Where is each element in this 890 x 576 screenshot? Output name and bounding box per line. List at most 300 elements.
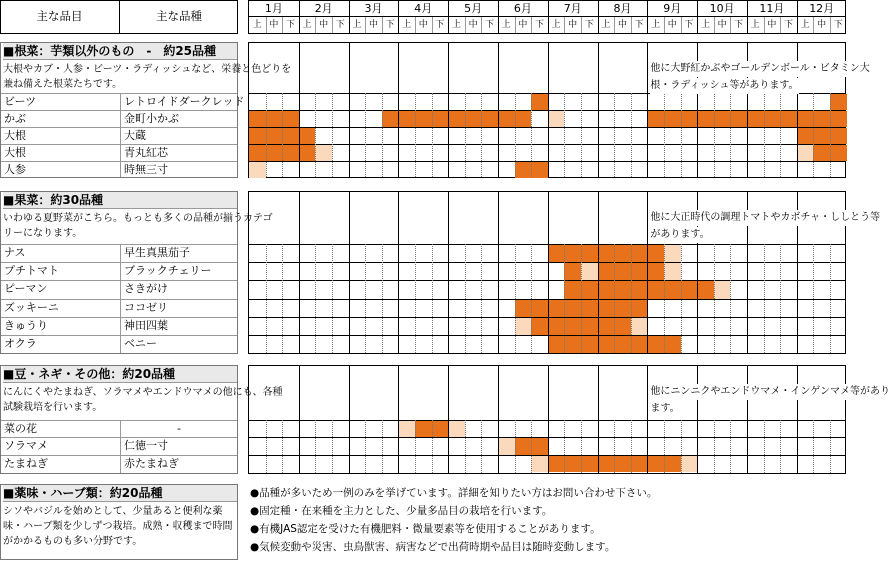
harvest-cell: [581, 245, 598, 262]
subperiod-divider: [830, 17, 831, 33]
subperiod-label: 中: [468, 20, 478, 30]
subperiod-divider: [564, 17, 565, 33]
harvest-cell: [598, 263, 615, 280]
variety-name: ベニー: [124, 337, 157, 350]
harvest-cell: [581, 456, 598, 472]
harvest-cell: [282, 145, 299, 161]
grid-month-line: [598, 192, 599, 353]
month-label: 10月: [709, 2, 735, 15]
grid-month-line: [498, 366, 499, 473]
harvest-cell: [581, 263, 598, 280]
section-note-line: 他に大正時代の調理トマトやカボチャ・ししとう等: [650, 210, 880, 226]
grid-subperiod-line: [282, 93, 283, 177]
subperiod-label: 中: [667, 20, 677, 30]
harvest-cell: [548, 111, 565, 127]
section-heading: ■薬味・ハーブ類：約20品種: [3, 485, 237, 502]
footnote-line: ●品種が多いため一例のみを挙げています。詳細を知りたい方はお問い合わせ下さい。: [250, 487, 658, 499]
harvest-cell: [813, 128, 830, 144]
subperiod-label: 上: [651, 20, 661, 30]
harvest-cell: [531, 94, 548, 110]
subperiod-divider: [531, 17, 532, 33]
subperiod-label: 中: [269, 20, 279, 30]
harvest-cell: [647, 456, 664, 472]
harvest-cell: [631, 245, 648, 262]
harvest-cell: [515, 300, 532, 317]
item-name: オクラ: [4, 337, 37, 350]
grid-subperiod-line: [780, 93, 781, 177]
variety-name: 大蔵: [124, 129, 146, 142]
grid-subperiod-line: [531, 244, 532, 353]
subperiod-label: 下: [833, 20, 843, 30]
harvest-cell: [581, 281, 598, 298]
calendar-header: [248, 0, 846, 34]
harvest-cell: [249, 111, 266, 127]
harvest-cell: [631, 318, 648, 335]
harvest-cell: [664, 336, 681, 353]
grid-subperiod-line: [730, 420, 731, 473]
harvest-cell: [564, 456, 581, 472]
section-description-line: 大根やカブ・人参・ビーツ・ラディッシュなど、栄養と色どりを: [3, 64, 292, 75]
subperiod-label: 上: [302, 20, 312, 30]
variety-name: 青丸紅芯: [124, 146, 168, 159]
grid-month-line: [697, 366, 698, 473]
subperiod-label: 上: [402, 20, 412, 30]
harvest-cell: [531, 438, 548, 454]
harvest-cell: [432, 421, 449, 437]
harvest-cell: [531, 318, 548, 335]
grid-subperiod-line: [631, 93, 632, 177]
variety-name: 仁徳一寸: [124, 439, 168, 453]
section-description-line: 試験栽培を行います。: [3, 402, 103, 413]
variety-name: -: [177, 422, 181, 435]
harvest-cell: [598, 245, 615, 262]
subperiod-divider: [266, 17, 267, 33]
harvest-cell: [797, 111, 814, 127]
harvest-cell: [614, 281, 631, 298]
harvest-cell: [581, 318, 598, 335]
harvest-cell: [631, 263, 648, 280]
harvest-cell: [598, 318, 615, 335]
harvest-cell: [614, 245, 631, 262]
harvest-cell: [647, 281, 664, 298]
grid-subperiod-line: [764, 93, 765, 177]
harvest-cell: [764, 111, 781, 127]
subperiod-label: 上: [800, 20, 810, 30]
section-3-calendar: [248, 365, 890, 474]
harvest-cell: [730, 111, 747, 127]
harvest-cell: [631, 456, 648, 472]
grid-subperiod-line: [465, 420, 466, 473]
harvest-cell: [614, 300, 631, 317]
subperiod-label: 下: [485, 20, 495, 30]
subperiod-label: 下: [534, 20, 544, 30]
grid-subperiod-line: [581, 420, 582, 473]
harvest-cell: [647, 245, 664, 262]
variety-name: 時無三寸: [124, 163, 168, 176]
variety-name: 早生真黒茄子: [124, 246, 190, 259]
grid-month-line: [797, 366, 798, 473]
grid-subperiod-line: [813, 93, 814, 177]
grid-subperiod-line: [581, 93, 582, 177]
grid-subperiod-line: [481, 93, 482, 177]
section-note-line: 根・ラディッシュ等があります。: [650, 78, 798, 94]
section-2-calendar: [248, 191, 881, 354]
grid-subperiod-line: [614, 420, 615, 473]
subperiod-divider: [780, 17, 781, 33]
grid-subperiod-line: [730, 244, 731, 353]
grid-subperiod-line: [315, 244, 316, 353]
harvest-cell: [531, 456, 548, 472]
harvest-cell: [664, 111, 681, 127]
footnote-line: ●気候変動や災害、虫鳥獣害、病害などで出荷時期や品目は随時変動します。: [250, 541, 616, 553]
subperiod-divider: [515, 17, 516, 33]
grid-month-line: [448, 366, 449, 473]
subperiod-label: 上: [352, 20, 362, 30]
grid-month-line: [548, 366, 549, 473]
harvest-cell: [714, 281, 731, 298]
harvest-cell: [747, 111, 764, 127]
harvest-cell: [564, 318, 581, 335]
harvest-cell: [830, 145, 847, 161]
grid-subperiod-line: [830, 420, 831, 473]
grid-month-line: [299, 192, 300, 353]
harvest-cell: [598, 300, 615, 317]
variety-name: 金町小かぶ: [124, 112, 179, 125]
subperiod-label: 下: [385, 20, 395, 30]
month-label: 11月: [759, 2, 785, 15]
grid-subperiod-line: [714, 244, 715, 353]
harvest-cell: [647, 263, 664, 280]
subperiod-label: 下: [435, 20, 445, 30]
subperiod-label: 中: [368, 20, 378, 30]
grid-subperiod-line: [315, 93, 316, 177]
harvest-cell: [797, 128, 814, 144]
header-item-label: 主な品目: [36, 9, 83, 23]
harvest-cell: [548, 245, 565, 262]
subperiod-label: 上: [551, 20, 561, 30]
grid-subperiod-line: [780, 420, 781, 473]
grid-subperiod-line: [681, 244, 682, 353]
grid-subperiod-line: [332, 420, 333, 473]
harvest-cell: [631, 300, 648, 317]
subperiod-label: 上: [601, 20, 611, 30]
item-name: 大根: [4, 146, 26, 159]
subperiod-divider: [681, 17, 682, 33]
grid-month-line: [349, 43, 350, 177]
subperiod-label: 下: [734, 20, 744, 30]
grid-month-line: [448, 43, 449, 177]
grid-month-line: [548, 43, 549, 177]
subperiod-label: 中: [568, 20, 578, 30]
harvest-cell: [531, 162, 548, 178]
item-name: ズッキーニ: [4, 300, 59, 314]
grid-subperiod-line: [282, 244, 283, 353]
grid-month-line: [548, 192, 549, 353]
month-label: 9月: [663, 2, 682, 15]
harvest-cell: [813, 111, 830, 127]
harvest-cell: [448, 421, 465, 437]
subperiod-label: 上: [252, 20, 262, 30]
grid-month-line: [398, 366, 399, 473]
grid-month-line: [349, 366, 350, 473]
harvest-cell: [266, 111, 283, 127]
grid-month-line: [647, 366, 648, 473]
section-description-line: リーになります。: [3, 228, 83, 239]
month-label: 4月: [414, 2, 433, 15]
grid-subperiod-line: [714, 420, 715, 473]
subperiod-label: 中: [418, 20, 428, 30]
subperiod-divider: [730, 17, 731, 33]
section-note-line: 他に大野紅かぶやゴールデンボール・ビタミン大: [650, 61, 869, 77]
harvest-cell: [797, 145, 814, 161]
harvest-cell: [681, 111, 698, 127]
grid-subperiod-line: [730, 93, 731, 177]
grid-subperiod-line: [515, 93, 516, 177]
harvest-cell: [647, 336, 664, 353]
harvest-cell: [481, 111, 498, 127]
grid-subperiod-line: [481, 244, 482, 353]
harvest-cell: [664, 245, 681, 262]
subperiod-label: 中: [319, 20, 329, 30]
harvest-cell: [598, 281, 615, 298]
subperiod-divider: [664, 17, 665, 33]
grid-subperiod-line: [332, 93, 333, 177]
subperiod-divider: [332, 17, 333, 33]
header-row-divider: [249, 16, 845, 17]
section-heading: ■果菜：約30品種: [3, 192, 237, 209]
grid-month-line: [299, 43, 300, 177]
grid-month-line: [747, 366, 748, 473]
grid-subperiod-line: [664, 420, 665, 473]
harvest-cell: [647, 111, 664, 127]
harvest-cell: [581, 336, 598, 353]
grid-subperiod-line: [282, 420, 283, 473]
section-2-info: [0, 191, 273, 354]
subperiod-label: 下: [684, 20, 694, 30]
grid-month-line: [398, 192, 399, 353]
section-note-line: 他にニンニクやエンドウマメ・インゲンマメ等があり: [650, 384, 890, 400]
harvest-cell: [631, 336, 648, 353]
item-name: かぶ: [4, 112, 26, 125]
grid-subperiod-line: [415, 244, 416, 353]
harvest-cell: [448, 111, 465, 127]
harvest-cell: [531, 300, 548, 317]
grid-subperiod-line: [332, 244, 333, 353]
grid-month-line: [349, 192, 350, 353]
item-name: ビーツ: [4, 95, 37, 108]
month-label: 12月: [809, 2, 835, 15]
grid-subperiod-line: [415, 420, 416, 473]
item-name: ソラマメ: [4, 439, 48, 453]
grid-subperiod-line: [813, 420, 814, 473]
grid-subperiod-line: [764, 420, 765, 473]
harvest-cell: [564, 245, 581, 262]
subperiod-label: 上: [700, 20, 710, 30]
grid-subperiod-line: [531, 420, 532, 473]
harvest-cell: [465, 111, 482, 127]
subperiod-divider: [315, 17, 316, 33]
grid-subperiod-line: [432, 93, 433, 177]
harvest-cell: [614, 336, 631, 353]
subperiod-divider: [382, 17, 383, 33]
harvest-cell: [564, 263, 581, 280]
harvest-cell: [415, 421, 432, 437]
grid-month-line: [647, 43, 648, 177]
harvest-cell: [714, 111, 731, 127]
grid-month-line: [498, 192, 499, 353]
grid-subperiod-line: [382, 93, 383, 177]
grid-month-line: [498, 43, 499, 177]
harvest-cell: [598, 336, 615, 353]
grid-subperiod-line: [432, 244, 433, 353]
item-name: たまねぎ: [4, 456, 48, 470]
item-name: 人参: [4, 163, 26, 176]
grid-subperiod-line: [830, 244, 831, 353]
subperiod-divider: [614, 17, 615, 33]
variety-name: 神田四葉: [124, 318, 168, 332]
grid-subperiod-line: [681, 420, 682, 473]
subperiod-label: 上: [501, 20, 511, 30]
month-label: 7月: [563, 2, 582, 15]
variety-name: ココゼリ: [124, 300, 168, 314]
grid-subperiod-line: [830, 93, 831, 177]
grid-subperiod-line: [465, 93, 466, 177]
harvest-cell: [249, 162, 266, 178]
subperiod-label: 中: [518, 20, 528, 30]
item-name: ナス: [4, 246, 26, 259]
subperiod-label: 中: [617, 20, 627, 30]
month-label: 5月: [464, 2, 483, 15]
grid-subperiod-line: [664, 244, 665, 353]
harvest-cell: [581, 300, 598, 317]
grid-subperiod-line: [382, 420, 383, 473]
subperiod-divider: [631, 17, 632, 33]
harvest-cell: [382, 111, 399, 127]
section-description-line: 兼ね備えた根菜たちです。: [3, 79, 123, 90]
harvest-cell: [315, 145, 332, 161]
harvest-cell: [664, 456, 681, 472]
grid-subperiod-line: [365, 420, 366, 473]
grid-subperiod-line: [266, 244, 267, 353]
header-variety-label: 主な品種: [156, 9, 202, 23]
subperiod-label: 下: [335, 20, 345, 30]
harvest-cell: [830, 128, 847, 144]
item-name: 大根: [4, 129, 26, 142]
subperiod-label: 下: [783, 20, 793, 30]
grid-subperiod-line: [465, 244, 466, 353]
section-note-line: があります。: [650, 227, 709, 243]
harvest-cell: [614, 263, 631, 280]
harvest-cell: [515, 162, 532, 178]
harvest-cell: [398, 421, 415, 437]
section-3-info: [0, 365, 283, 474]
section-description-line: いわゆる夏野菜がこちら。もっとも多くの品種が揃うカテゴ: [3, 213, 273, 224]
harvest-cell: [299, 128, 316, 144]
subperiod-label: 下: [634, 20, 644, 30]
section-heading: ■根菜：芋類以外のもの - 約25品種: [3, 43, 237, 60]
subperiod-divider: [465, 17, 466, 33]
harvest-cell: [249, 128, 266, 144]
section-1-calendar: [248, 42, 870, 178]
section-4-info: [0, 484, 238, 560]
item-name: 菜の花: [4, 422, 37, 435]
harvest-cell: [282, 111, 299, 127]
grid-subperiod-line: [664, 93, 665, 177]
harvest-cell: [664, 263, 681, 280]
grid-subperiod-line: [564, 93, 565, 177]
grid-subperiod-line: [315, 420, 316, 473]
month-label: 1月: [264, 2, 283, 15]
section-1-info: [0, 42, 292, 178]
grid-subperiod-line: [813, 244, 814, 353]
item-name: プチトマト: [4, 264, 59, 278]
item-name: きゅうり: [4, 318, 48, 332]
harvest-cell: [598, 456, 615, 472]
month-label: 2月: [314, 2, 333, 15]
subperiod-divider: [764, 17, 765, 33]
month-label: 3月: [364, 2, 383, 15]
grid-subperiod-line: [681, 93, 682, 177]
grid-subperiod-line: [531, 93, 532, 177]
section-description-line: がかかるものも多い分野です。: [3, 536, 143, 547]
grid-subperiod-line: [382, 244, 383, 353]
grid-subperiod-line: [631, 420, 632, 473]
footnote-line: ●有機JAS認定を受けた有機肥料・微量要素等を使用することがあります。: [250, 523, 601, 535]
harvest-cell: [548, 318, 565, 335]
item-name: ピーマン: [4, 282, 48, 296]
grid-month-line: [598, 43, 599, 177]
grid-subperiod-line: [614, 93, 615, 177]
grid-subperiod-line: [515, 420, 516, 473]
harvest-cell: [548, 336, 565, 353]
grid-subperiod-line: [614, 244, 615, 353]
harvest-cell: [780, 111, 797, 127]
harvest-cell: [266, 128, 283, 144]
grid-month-line: [448, 192, 449, 353]
subperiod-label: 中: [717, 20, 727, 30]
harvest-cell: [830, 94, 847, 110]
grid-month-line: [647, 192, 648, 353]
harvest-cell: [813, 145, 830, 161]
harvest-cell: [548, 456, 565, 472]
grid-subperiod-line: [266, 420, 267, 473]
subperiod-divider: [813, 17, 814, 33]
harvest-cell: [432, 111, 449, 127]
harvest-cell: [515, 111, 532, 127]
subperiod-divider: [415, 17, 416, 33]
harvest-cell: [564, 281, 581, 298]
harvest-cell: [548, 300, 565, 317]
harvest-cell: [830, 111, 847, 127]
variety-name: ブラックチェリー: [124, 264, 212, 278]
grid-month-line: [299, 366, 300, 473]
subperiod-label: 上: [750, 20, 760, 30]
harvest-cell: [697, 111, 714, 127]
subperiod-label: 中: [767, 20, 777, 30]
harvest-cell: [515, 318, 532, 335]
subperiod-label: 下: [584, 20, 594, 30]
harvest-cell: [415, 111, 432, 127]
harvest-cell: [614, 318, 631, 335]
section-description-line: 味・ハーブ類を少しずつ栽培。成熟・収穫まで時間: [3, 521, 233, 532]
harvest-cell: [681, 456, 698, 472]
harvest-cell: [398, 111, 415, 127]
harvest-cell: [498, 438, 515, 454]
variety-name: 赤たまねぎ: [124, 456, 179, 470]
grid-subperiod-line: [515, 244, 516, 353]
section-note-line: ます。: [650, 401, 679, 417]
harvest-cell: [564, 336, 581, 353]
